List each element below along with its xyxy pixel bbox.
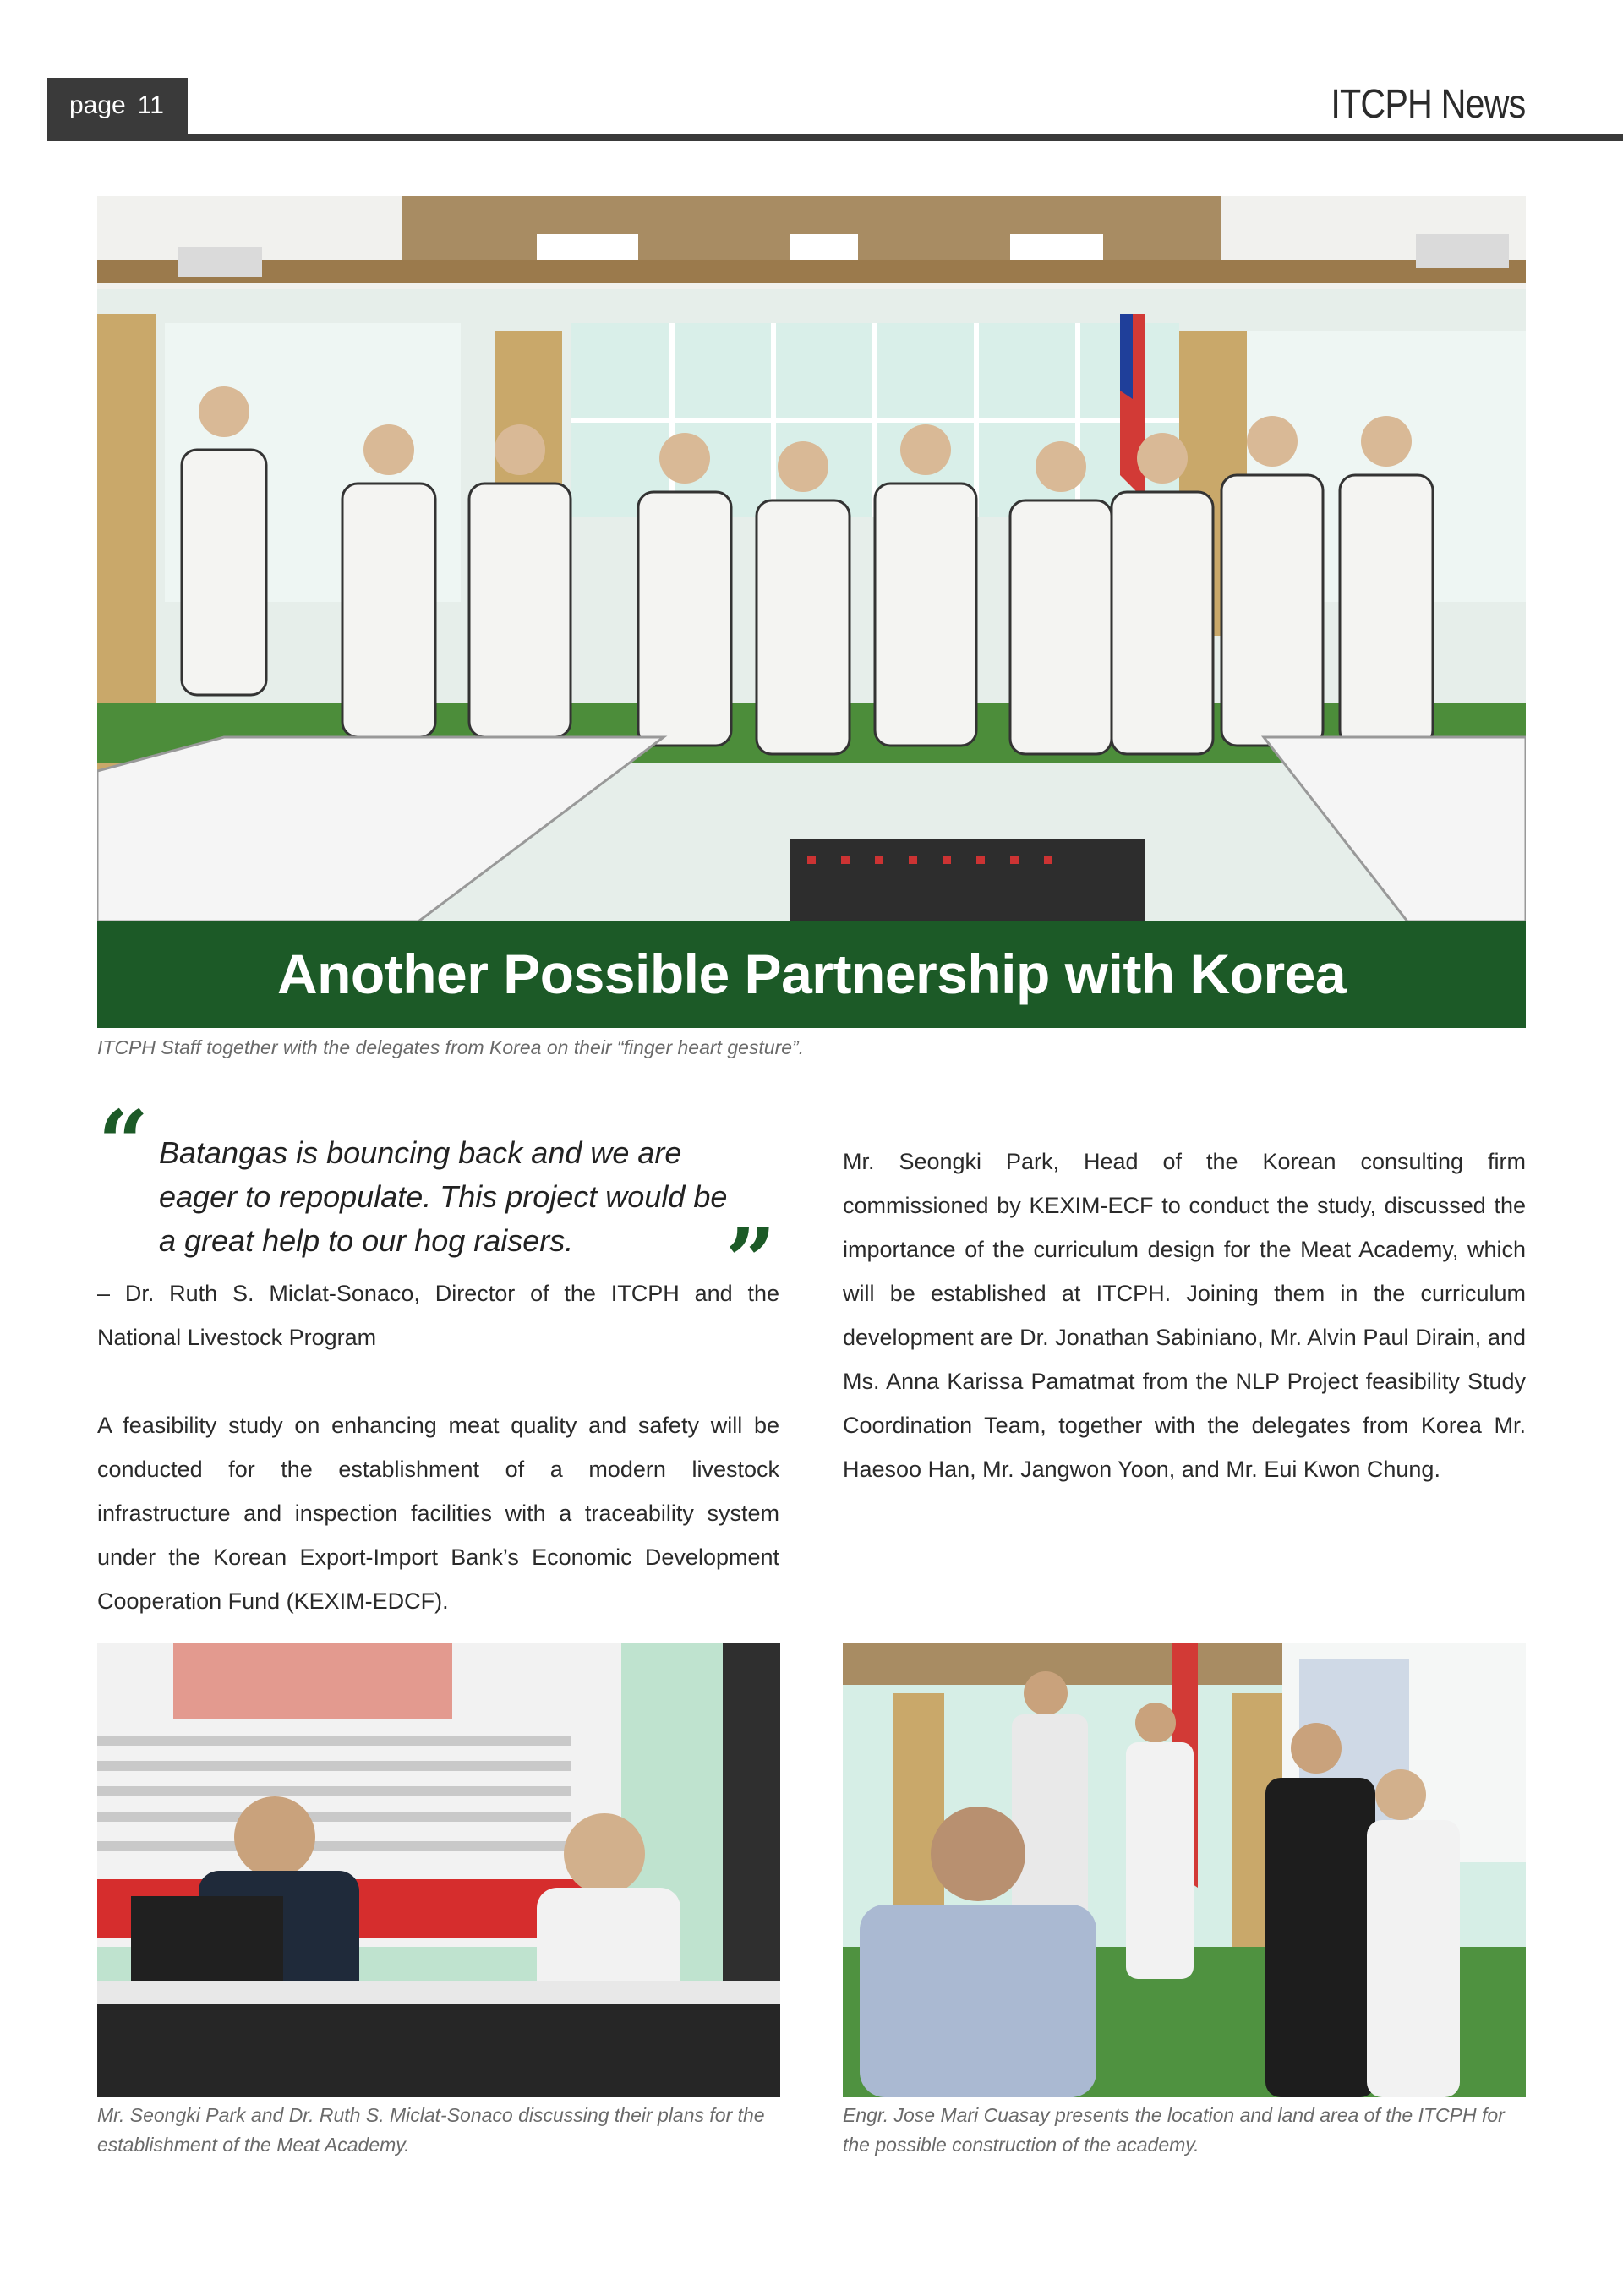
close-quote-icon: ”: [725, 1209, 776, 1313]
feasibility-paragraph: A feasibility study on enhancing meat quality and safety will be conducted for the establishment of a modern livestock infrastructure and inspection facilities with a traceability system under the Korean Export-Import Bank’s Economic Development Cooperation Fund (KEXIM-EDCF).: [97, 1413, 779, 1614]
open-quote-icon: “: [98, 1091, 149, 1194]
hero-caption: ITCPH Staff together with the delegates from Korea on their “finger heart gesture”.: [97, 1036, 805, 1058]
header-rule: [47, 134, 1623, 141]
quote-attribution: – Dr. Ruth S. Miclat-Sonaco, Director of the ITCPH and the National Livestock Program: [97, 1281, 779, 1350]
article-title: Another Possible Partnership with Korea: [97, 921, 1526, 1028]
hero-group-photo: [97, 196, 1526, 921]
page-label: page: [69, 91, 126, 119]
page-number: 11: [137, 91, 164, 119]
publication-title: ITCPH News: [1331, 82, 1525, 127]
meeting-photo-caption: Mr. Seongki Park and Dr. Ruth S. Miclat-Sonaco discussing their plans for the establishment of the Meat Academy.: [97, 2104, 765, 2156]
park-paragraph: Mr. Seongki Park, Head of the Korean consulting firm commissioned by KEXIM-ECF to conduct the study, discussed the importance of the curriculum design for the Meat Academy, which will be established at ITCPH. Joining them in the curriculum development are Dr. Jonathan Sabiniano, Mr. Alvin Paul Dirain, and Ms. Anna Karissa Pamatmat from the NLP Project feasibility Study Coordination Team, together with the delegates from Korea Mr. Haesoo Han, Mr. Jangwon Yoon, and Mr. Eui Kwon Chung.: [843, 1149, 1526, 1482]
meeting-photo: [97, 1643, 780, 2097]
pull-quote: Batangas is bouncing back and we are eager to repopulate. This project would be a great help to our hog raisers.: [159, 1135, 728, 1258]
presentation-photo: [843, 1643, 1526, 2097]
page-number-tab: [47, 78, 188, 141]
presentation-photo-caption: Engr. Jose Mari Cuasay presents the location and land area of the ITCPH for the possible construction of the academy.: [843, 2104, 1505, 2156]
